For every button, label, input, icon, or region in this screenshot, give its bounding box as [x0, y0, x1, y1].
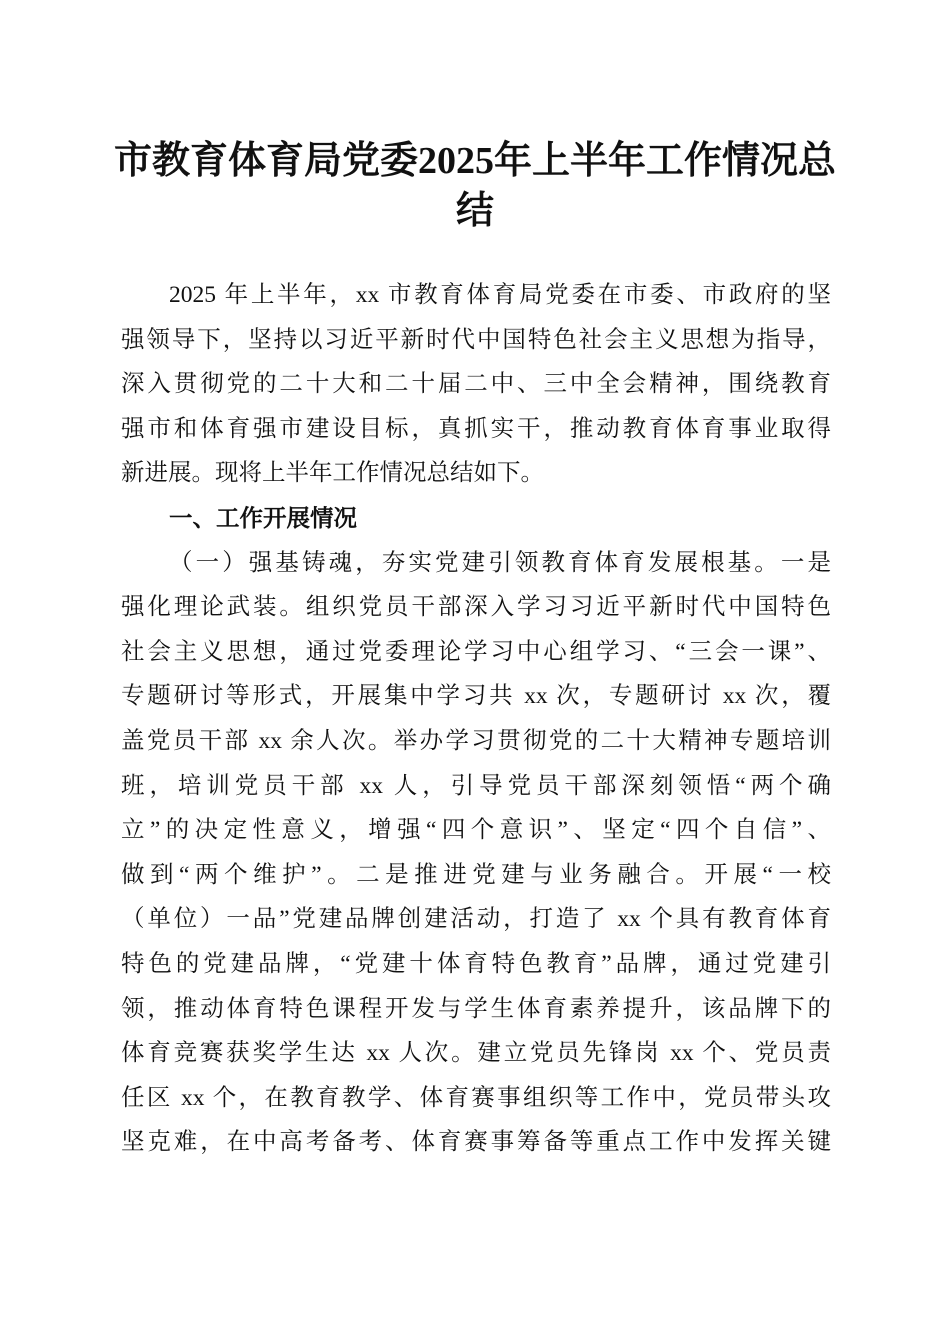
section1-paragraph: [121, 541, 831, 1165]
text-line: 社会主义思想，通过党委理论学习中心组学习、“三会一课”、: [121, 638, 831, 665]
text-line: 做到“两个维护”。二是推进党建与业务融合。开展“一校: [121, 861, 831, 888]
text-line: 深入贯彻党的二十大和二十届二中、三中全会精神，围绕教育: [121, 371, 831, 398]
document-title: [100, 136, 850, 236]
section-heading: [121, 496, 831, 541]
text-line: （一）强基铸魂，夯实党建引领教育体育发展根基。一是: [169, 549, 831, 576]
text-line: 班，培训党员干部 xx 人，引导党员干部深刻领悟“两个确: [121, 772, 831, 799]
heading-text: 一、工作开展情况: [169, 503, 357, 532]
text-line: 新进展。现将上半年工作情况总结如下。: [121, 460, 544, 487]
text-line: 盖党员干部 xx 余人次。举办学习贯彻党的二十大精神专题培训: [121, 727, 831, 754]
text-line: 强市和体育强市建设目标，真抓实干，推动教育体育事业取得: [121, 415, 831, 442]
text-line: 特色的党建品牌，“党建十体育特色教育”品牌，通过党建引: [121, 950, 831, 977]
text-line: （单位）一品”党建品牌创建活动，打造了 xx 个具有教育体育: [121, 906, 831, 933]
text-line: 立”的决定性意义，增强“四个意识”、坚定“四个自信”、: [121, 817, 831, 844]
text-line: 强化理论武装。组织党员干部深入学习习近平新时代中国特色: [121, 594, 831, 621]
text-line: 坚克难，在中高考备考、体育赛事筹备等重点工作中发挥关键: [121, 1129, 831, 1156]
title-line: 市教育体育局党委2025年上半年工作情况总: [113, 140, 836, 182]
text-line: 任区 xx 个，在教育教学、体育赛事组织等工作中，党员带头攻: [121, 1084, 831, 1111]
title-line: 结: [455, 190, 494, 232]
document-body: [121, 273, 831, 1165]
text-line: 领，推动体育特色课程开发与学生体育素养提升，该品牌下的: [121, 995, 831, 1022]
text-line: 专题研讨等形式，开展集中学习共 xx 次，专题研讨 xx 次，覆: [121, 683, 831, 710]
intro-paragraph: [121, 273, 831, 496]
text-line: 2025 年上半年，xx 市教育体育局党委在市委、市政府的坚: [169, 282, 831, 308]
text-line: 强领导下，坚持以习近平新时代中国特色社会主义思想为指导，: [121, 326, 831, 353]
text-line: 体育竞赛获奖学生达 xx 人次。建立党员先锋岗 xx 个、党员责: [121, 1040, 831, 1067]
